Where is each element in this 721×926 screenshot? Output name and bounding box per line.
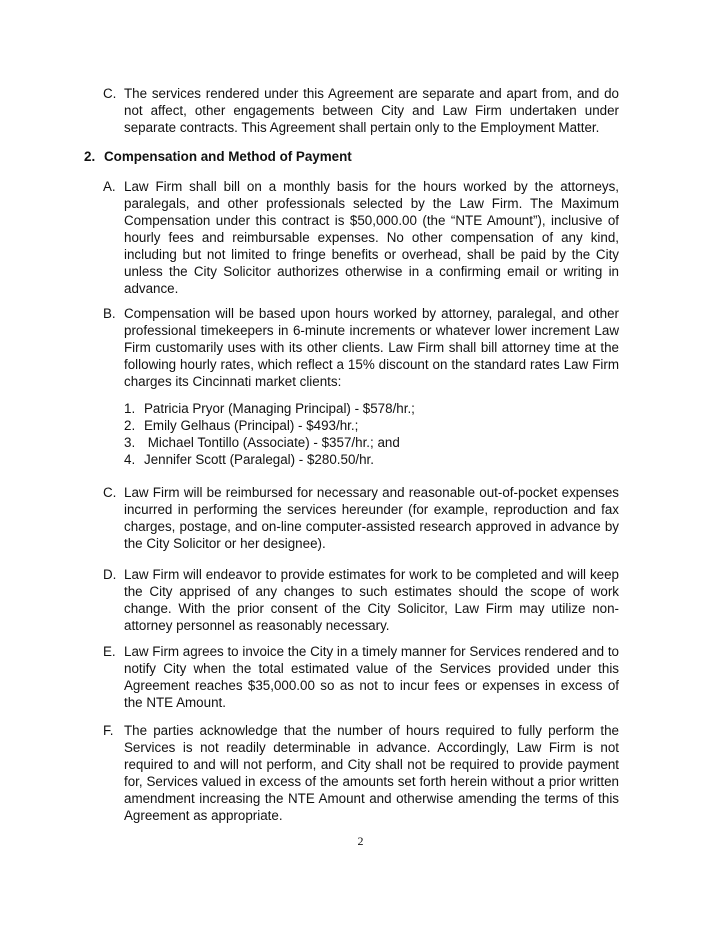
item-letter: D. bbox=[103, 567, 117, 582]
paragraph-c-intro bbox=[103, 85, 619, 136]
page-number: 2 bbox=[357, 834, 364, 848]
paragraph-f bbox=[103, 722, 619, 824]
item-letter: B. bbox=[103, 306, 116, 321]
item-letter: F. bbox=[103, 723, 114, 738]
list-number: 2. bbox=[124, 418, 136, 433]
section-title: Compensation and Method of Payment bbox=[104, 149, 352, 164]
item-text: Law Firm will be reimbursed for necessary and reasonable out-of-pocket expenses incurred in performing the services hereunder (for example, reproduction and fax charges, postage, and on-line computer-assisted research approved in advance by the City Solicitor or her designee). bbox=[124, 485, 619, 551]
item-text: Law Firm will endeavor to provide estimates for work to be completed and will keep the City apprised of any changes to such estimates should the scope of work change. With the prior consent of the City Solicitor, Law Firm may utilize non-attorney personnel as reasonably necessary. bbox=[124, 567, 619, 633]
paragraph-a bbox=[103, 178, 619, 297]
list-number: 4. bbox=[124, 452, 136, 467]
item-letter: C. bbox=[103, 485, 117, 500]
list-text: Michael Tontillo (Associate) - $357/hr.; and bbox=[144, 435, 400, 450]
item-text: Law Firm shall bill on a monthly basis for the hours worked by the attorneys, paralegals, and other professionals selected by the Law Firm. The Maximum Compensation under this contract is $50,000.00 (the “NTE Amount”), inclusive of hourly fees and reimbursable expenses. No other compensation of any kind, including but not limited to fringe benefits or overhead, shall be paid by the City unless the City Solicitor authorizes otherwise in a confirming email or writing in advance. bbox=[124, 179, 619, 296]
list-item bbox=[124, 451, 415, 468]
list-item bbox=[124, 434, 415, 451]
item-text: Compensation will be based upon hours worked by attorney, paralegal, and other professional timekeepers in 6-minute increments or whatever lower increment Law Firm customarily uses with its other clients. Law Firm shall bill attorney time at the following hourly rates, which reflect a 15% discount on the standard rates Law Firm charges its Cincinnati market clients: bbox=[124, 306, 619, 389]
hourly-rates-list bbox=[124, 400, 415, 468]
paragraph-c bbox=[103, 484, 619, 552]
list-number: 1. bbox=[124, 401, 136, 416]
list-item bbox=[124, 400, 415, 417]
item-letter: A. bbox=[103, 179, 116, 194]
item-text: The services rendered under this Agreement are separate and apart from, and do not affect, other engagements between City and Law Firm undertaken under separate contracts. This Agreement shall pertain only to the Employment Matter. bbox=[124, 86, 619, 135]
item-letter: C. bbox=[103, 86, 117, 101]
list-number: 3. bbox=[124, 435, 136, 450]
item-text: Law Firm agrees to invoice the City in a timely manner for Services rendered and to notify City when the total estimated value of the Services provided under this Agreement reaches $35,000.00 so as not to incur fees or expenses in excess of the NTE Amount. bbox=[124, 644, 619, 710]
paragraph-d bbox=[103, 566, 619, 634]
section-number: 2. bbox=[84, 149, 96, 164]
list-text: Jennifer Scott (Paralegal) - $280.50/hr. bbox=[144, 452, 375, 467]
list-text: Emily Gelhaus (Principal) - $493/hr.; bbox=[144, 418, 359, 433]
list-text: Patricia Pryor (Managing Principal) - $578/hr.; bbox=[144, 401, 415, 416]
paragraph-e bbox=[103, 643, 619, 711]
paragraph-b bbox=[103, 305, 619, 390]
item-text: The parties acknowledge that the number of hours required to fully perform the Services is not readily determinable in advance. Accordingly, Law Firm is not required to and will not perform, and City shall not be required to provide payment for, Services valued in excess of the amounts set forth herein without a prior written amendment increasing the NTE Amount and otherwise amending the terms of this Agreement as appropriate. bbox=[124, 723, 619, 823]
item-letter: E. bbox=[103, 644, 116, 659]
list-item bbox=[124, 417, 415, 434]
section-heading bbox=[84, 148, 352, 165]
